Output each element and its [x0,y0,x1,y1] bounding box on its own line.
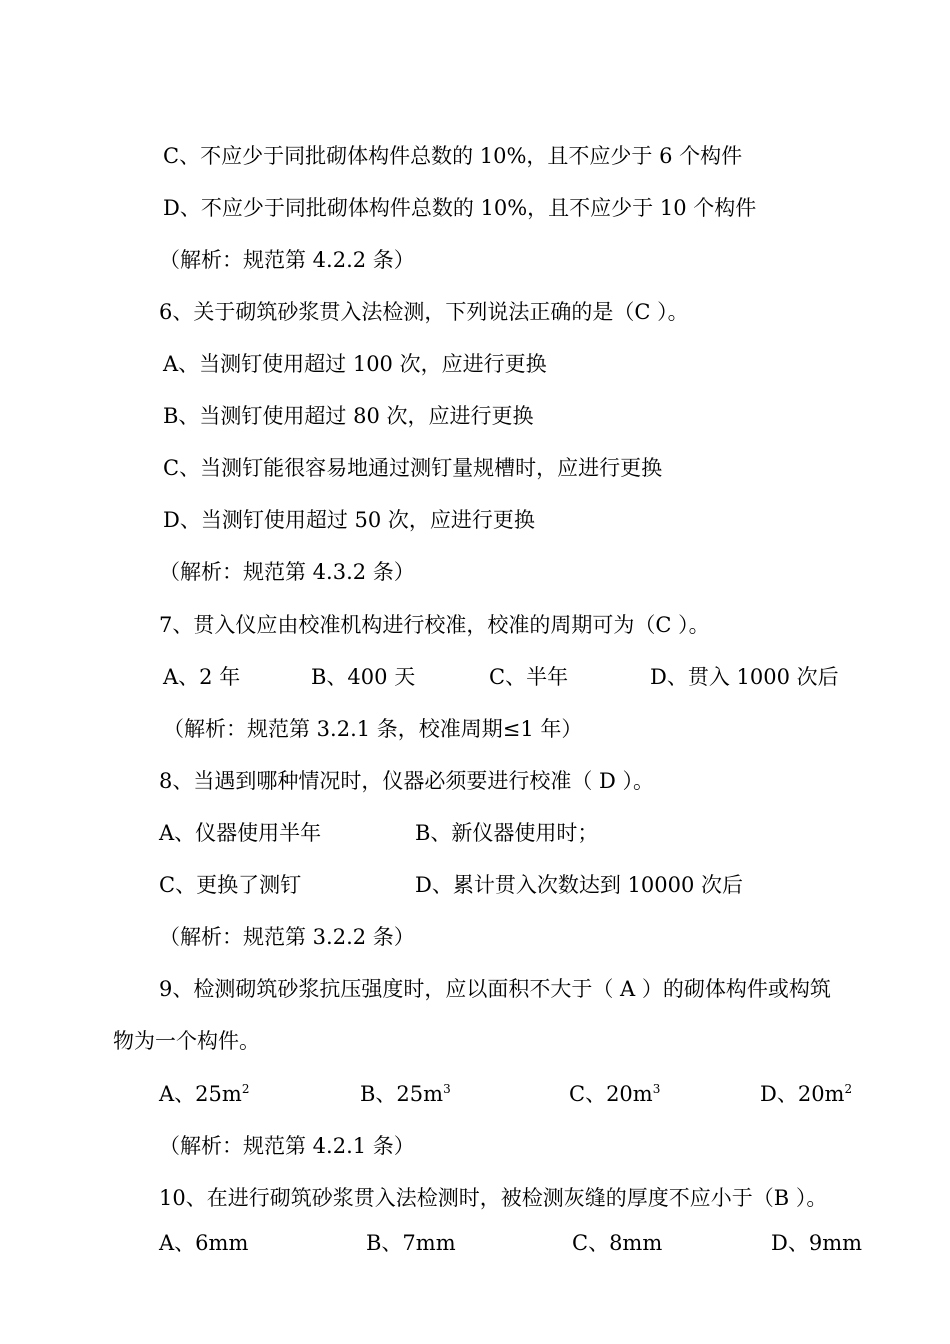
q8-analysis: （解析：规范第 3.2.2 条） [159,925,415,949]
q6-analysis: （解析：规范第 4.3.2 条） [159,560,415,584]
q8-option-c: C、更换了测钉 [159,873,302,897]
q9-option-d-text: D、20m [760,1082,845,1106]
q10-option-a: A、6mm [159,1231,249,1255]
q8-option-d: D、累计贯入次数达到 10000 次后 [415,873,743,897]
q9-option-a-superscript: 2 [241,1082,250,1096]
q7-analysis: （解析：规范第 3.2.1 条，校准周期≤1 年） [163,717,583,741]
q6-question: 6、关于砌筑砂浆贯入法检测，下列说法正确的是（C ）。 [159,300,689,324]
q9-option-c [569,1080,660,1108]
q9-option-c-superscript: 3 [652,1082,661,1096]
q8-option-a: A、仪器使用半年 [159,821,322,845]
q5-analysis: （解析：规范第 4.2.2 条） [159,248,415,272]
q10-option-b: B、7mm [366,1231,456,1255]
q10-option-d: D、9mm [771,1231,863,1255]
q6-option-a: A、当测钉使用超过 100 次，应进行更换 [163,352,547,376]
q9-option-a-text: A、25m [159,1082,242,1106]
q7-option-c: C、半年 [489,665,569,689]
q7-option-a: A、2 年 [163,665,241,689]
q6-option-c: C、当测钉能很容易地通过测钉量规槽时，应进行更换 [163,456,663,480]
q7-question: 7、贯入仪应由校准机构进行校准，校准的周期可为（C ）。 [159,613,710,637]
q7-option-d: D、贯入 1000 次后 [650,665,839,689]
q9-option-d [760,1080,852,1108]
q9-question-line2: 物为一个构件。 [113,1029,260,1053]
q9-option-c-text: C、20m [569,1082,653,1106]
q9-option-b [360,1080,451,1108]
q8-question: 8、当遇到哪种情况时，仪器必须要进行校准（ D ）。 [159,769,655,793]
q9-option-d-superscript: 2 [844,1082,853,1096]
q8-option-b: B、新仪器使用时； [415,821,599,845]
q9-option-b-text: B、25m [360,1082,444,1106]
q5-option-c: C、不应少于同批砌体构件总数的 10%，且不应少于 6 个构件 [163,144,743,168]
q10-option-c: C、8mm [572,1231,663,1255]
q6-option-b: B、当测钉使用超过 80 次，应进行更换 [163,404,534,428]
q6-option-d: D、当测钉使用超过 50 次，应进行更换 [163,508,535,532]
q9-option-a [159,1080,249,1108]
q9-analysis: （解析：规范第 4.2.1 条） [159,1134,415,1158]
q5-option-d: D、不应少于同批砌体构件总数的 10%，且不应少于 10 个构件 [163,196,757,220]
q9-question-line1: 9、检测砌筑砂浆抗压强度时，应以面积不大于（ A ）的砌体构件或构筑 [159,977,831,1001]
q7-option-b: B、400 天 [311,665,416,689]
q10-question: 10、在进行砌筑砂浆贯入法检测时，被检测灰缝的厚度不应小于（B ）。 [159,1186,828,1210]
q9-option-b-superscript: 3 [443,1082,451,1096]
